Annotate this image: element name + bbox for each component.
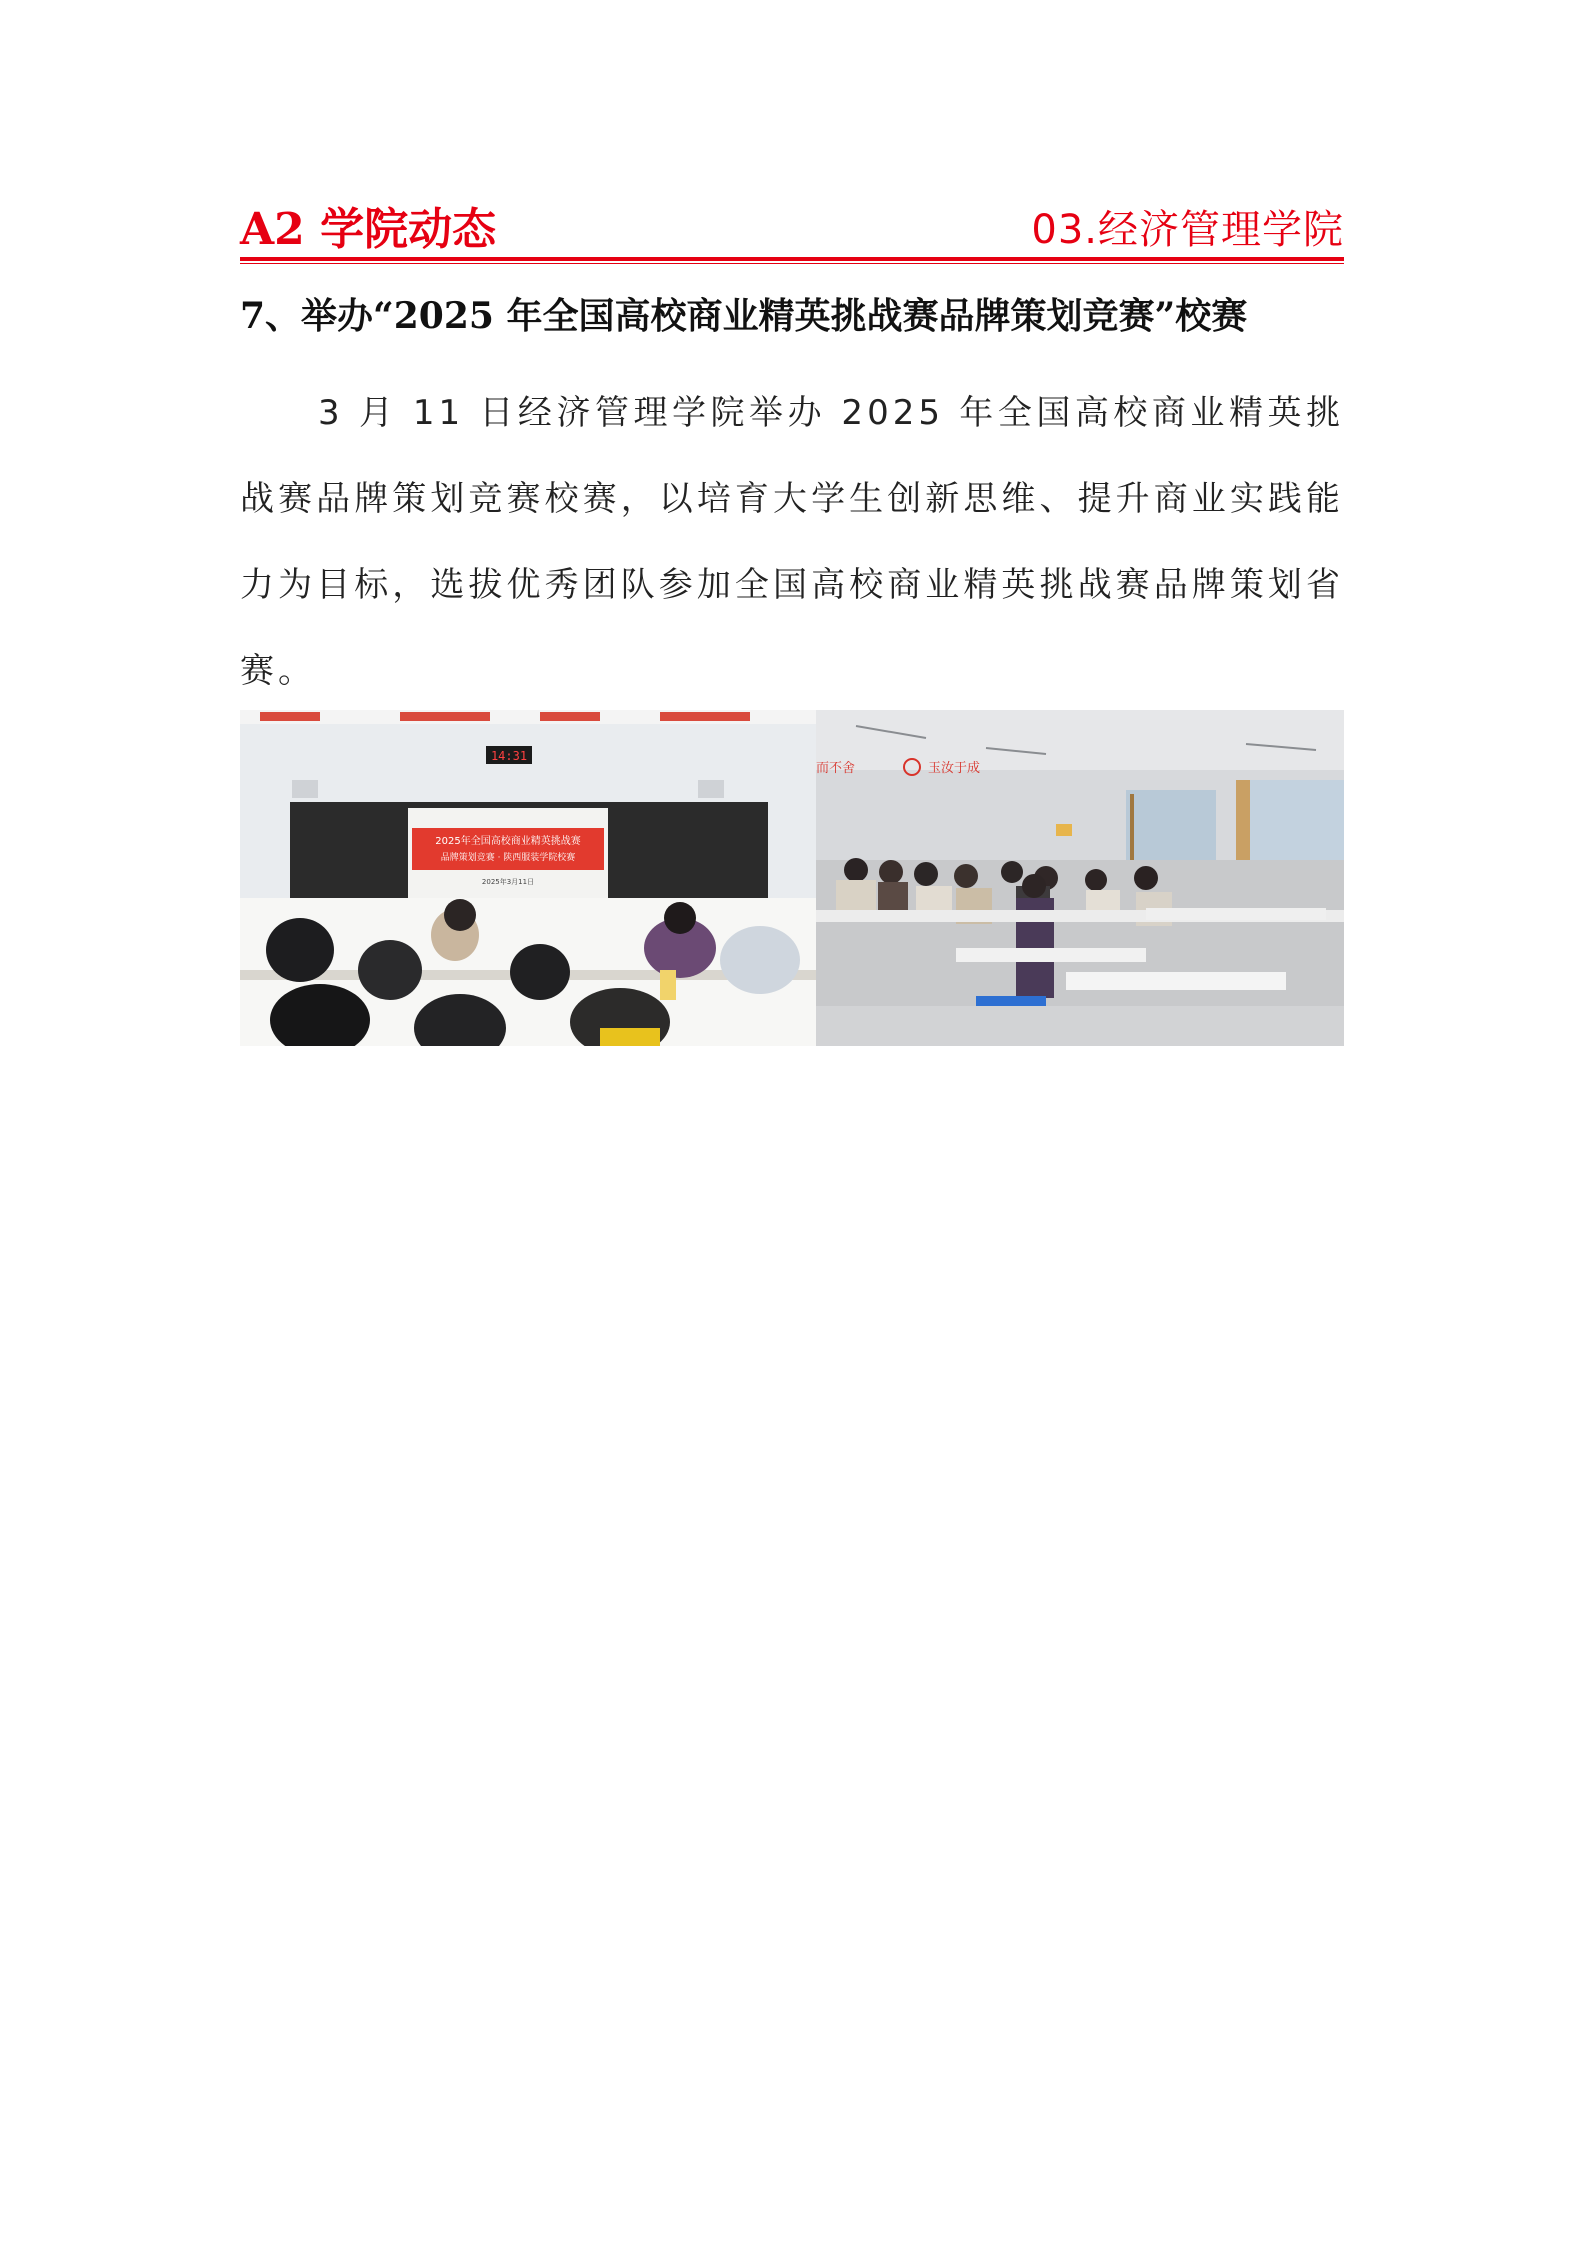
section-title: A2 学院动态 (240, 204, 497, 255)
slide-title-line2: 品牌策划竞赛 · 陕西服装学院校赛 (440, 853, 576, 863)
classroom-slide-photo (240, 710, 816, 1046)
wall-slogan-right: 玉汝于成 (928, 761, 981, 776)
photo-row (240, 710, 1344, 1046)
wall-slogan-left: 而不舍 (816, 761, 856, 776)
classroom-students-photo (816, 710, 1344, 1046)
article-paragraph: 3 月 11 日经济管理学院举办 2025 年全国高校商业精英挑战赛品牌策划竞赛校赛，以培育大学生创新思维、提升商业实践能力为目标，选拔优秀团队参加全国高校商业精英挑战赛品牌策划省赛。 (240, 393, 1344, 691)
header-divider-thin (240, 263, 1344, 264)
article-heading: 7、举办“2025 年全国高校商业精英挑战赛品牌策划竞赛”校赛 (240, 295, 1248, 337)
department-title: 03.经济管理学院 (1031, 207, 1344, 253)
header-divider (240, 257, 1344, 261)
wall-clock: 14:31 (490, 749, 528, 763)
slide-date: 2025年3月11日 (481, 878, 535, 886)
event-photo-right (816, 710, 1344, 1046)
page-header (240, 200, 1344, 264)
slide-title-line1: 2025年全国高校商业精英挑战赛 (435, 836, 581, 847)
event-photo-left (240, 710, 816, 1046)
